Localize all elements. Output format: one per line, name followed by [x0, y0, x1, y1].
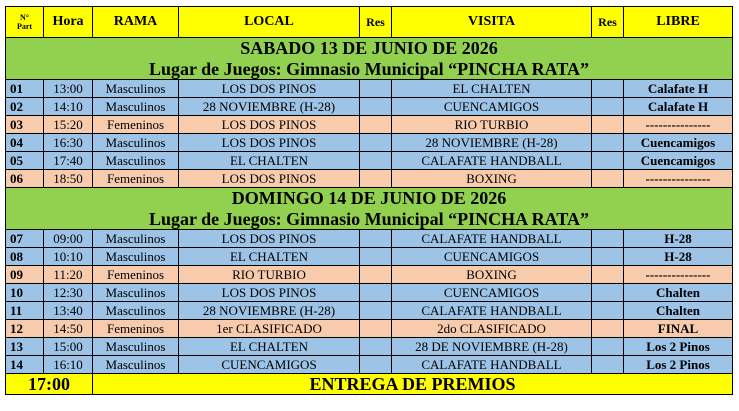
match-number: 06 — [6, 170, 44, 188]
match-time: 13:40 — [44, 302, 93, 320]
match-number: 09 — [6, 266, 44, 284]
match-bye-team: Cuencamigos — [624, 152, 733, 170]
match-number: 01 — [6, 80, 44, 98]
match-row — [6, 266, 733, 284]
match-visitor-result — [592, 80, 624, 98]
match-local-result — [360, 338, 392, 356]
venue-label: Lugar de Juegos: Gimnasio Municipal “PINCHA RATA” — [6, 58, 733, 80]
fixture-sheet — [5, 6, 732, 408]
match-row — [6, 170, 733, 188]
match-branch: Femeninos — [93, 170, 179, 188]
match-local-result — [360, 98, 392, 116]
match-time: 18:50 — [44, 170, 93, 188]
match-branch: Masculinos — [93, 356, 179, 374]
match-visitor-team: 28 DE NOVIEMBRE (H-28) — [392, 338, 592, 356]
match-visitor-result — [592, 98, 624, 116]
match-row — [6, 230, 733, 248]
match-local-team: LOS DOS PINOS — [179, 134, 360, 152]
match-visitor-team: CUENCAMIGOS — [392, 98, 592, 116]
match-local-result — [360, 320, 392, 338]
match-branch: Masculinos — [93, 80, 179, 98]
header-row — [6, 7, 733, 38]
fixture-body — [6, 38, 733, 374]
awards-time: 17:00 — [6, 374, 93, 395]
match-local-result — [360, 302, 392, 320]
match-local-team: EL CHALTEN — [179, 248, 360, 266]
match-row — [6, 116, 733, 134]
match-row — [6, 248, 733, 266]
venue-row — [6, 58, 733, 80]
match-bye-team: --------------- — [624, 266, 733, 284]
match-number: 14 — [6, 356, 44, 374]
match-bye-team: Chalten — [624, 284, 733, 302]
match-visitor-team: CALAFATE HANDBALL — [392, 302, 592, 320]
match-row — [6, 98, 733, 116]
day-title: DOMINGO 14 DE JUNIO DE 2026 — [6, 188, 733, 209]
match-time: 17:40 — [44, 152, 93, 170]
match-local-team: CUENCAMIGOS — [179, 356, 360, 374]
day-title: SABADO 13 DE JUNIO DE 2026 — [6, 38, 733, 59]
match-visitor-result — [592, 134, 624, 152]
day-title-row — [6, 38, 733, 59]
match-visitor-team: CALAFATE HANDBALL — [392, 230, 592, 248]
match-local-team: LOS DOS PINOS — [179, 170, 360, 188]
fixture-table — [5, 6, 733, 395]
match-time: 14:10 — [44, 98, 93, 116]
match-number: 05 — [6, 152, 44, 170]
header-visita: VISITA — [392, 7, 592, 38]
match-time: 09:00 — [44, 230, 93, 248]
match-local-result — [360, 266, 392, 284]
match-number: 08 — [6, 248, 44, 266]
match-branch: Masculinos — [93, 338, 179, 356]
match-local-team: EL CHALTEN — [179, 338, 360, 356]
match-visitor-team: CUENCAMIGOS — [392, 284, 592, 302]
match-local-result — [360, 248, 392, 266]
match-local-team: LOS DOS PINOS — [179, 284, 360, 302]
match-row — [6, 152, 733, 170]
match-visitor-result — [592, 116, 624, 134]
match-number: 10 — [6, 284, 44, 302]
day-title-row — [6, 188, 733, 209]
match-bye-team: Los 2 Pinos — [624, 338, 733, 356]
match-number: 12 — [6, 320, 44, 338]
match-visitor-team: RIO TURBIO — [392, 116, 592, 134]
header-res-visita: Res — [592, 7, 624, 38]
match-branch: Masculinos — [93, 152, 179, 170]
match-local-result — [360, 230, 392, 248]
awards-row — [6, 374, 733, 395]
header-number-top: N° — [20, 13, 29, 22]
match-local-result — [360, 170, 392, 188]
match-row — [6, 338, 733, 356]
match-time: 16:30 — [44, 134, 93, 152]
match-number: 11 — [6, 302, 44, 320]
match-row — [6, 80, 733, 98]
match-row — [6, 134, 733, 152]
match-local-result — [360, 116, 392, 134]
venue-label: Lugar de Juegos: Gimnasio Municipal “PINCHA RATA” — [6, 208, 733, 230]
match-local-team: LOS DOS PINOS — [179, 230, 360, 248]
header-number-bottom: Part — [16, 22, 33, 31]
match-time: 11:20 — [44, 266, 93, 284]
match-branch: Masculinos — [93, 98, 179, 116]
match-bye-team: H-28 — [624, 230, 733, 248]
match-branch: Femeninos — [93, 116, 179, 134]
match-local-team: RIO TURBIO — [179, 266, 360, 284]
match-time: 12:30 — [44, 284, 93, 302]
match-visitor-result — [592, 152, 624, 170]
match-local-team: LOS DOS PINOS — [179, 116, 360, 134]
match-visitor-team: CALAFATE HANDBALL — [392, 356, 592, 374]
match-visitor-team: CALAFATE HANDBALL — [392, 152, 592, 170]
match-visitor-team: EL CHALTEN — [392, 80, 592, 98]
match-visitor-result — [592, 230, 624, 248]
match-local-result — [360, 80, 392, 98]
match-bye-team: --------------- — [624, 116, 733, 134]
match-visitor-result — [592, 266, 624, 284]
match-time: 15:00 — [44, 338, 93, 356]
header-number — [6, 7, 44, 38]
match-visitor-result — [592, 248, 624, 266]
match-bye-team: --------------- — [624, 170, 733, 188]
match-row — [6, 356, 733, 374]
match-visitor-result — [592, 170, 624, 188]
match-time: 16:10 — [44, 356, 93, 374]
match-visitor-result — [592, 338, 624, 356]
match-row — [6, 320, 733, 338]
match-number: 03 — [6, 116, 44, 134]
match-visitor-team: BOXING — [392, 170, 592, 188]
match-time: 15:20 — [44, 116, 93, 134]
header-rama: RAMA — [93, 7, 179, 38]
match-bye-team: Cuencamigos — [624, 134, 733, 152]
match-bye-team: Calafate H — [624, 98, 733, 116]
match-local-team: 28 NOVIEMBRE (H-28) — [179, 302, 360, 320]
awards-text: ENTREGA DE PREMIOS — [93, 374, 733, 395]
match-branch: Femeninos — [93, 320, 179, 338]
match-branch: Femeninos — [93, 266, 179, 284]
match-branch: Masculinos — [93, 134, 179, 152]
header-local: LOCAL — [179, 7, 360, 38]
match-local-team: EL CHALTEN — [179, 152, 360, 170]
match-visitor-team: BOXING — [392, 266, 592, 284]
match-number: 07 — [6, 230, 44, 248]
match-bye-team: FINAL — [624, 320, 733, 338]
match-visitor-result — [592, 356, 624, 374]
match-number: 13 — [6, 338, 44, 356]
match-visitor-team: CUENCAMIGOS — [392, 248, 592, 266]
match-branch: Masculinos — [93, 284, 179, 302]
match-local-result — [360, 356, 392, 374]
match-visitor-team: 2do CLASIFICADO — [392, 320, 592, 338]
match-time: 13:00 — [44, 80, 93, 98]
match-time: 14:50 — [44, 320, 93, 338]
match-visitor-result — [592, 302, 624, 320]
match-local-result — [360, 134, 392, 152]
header-res-local: Res — [360, 7, 392, 38]
match-visitor-result — [592, 284, 624, 302]
header-hora: Hora — [44, 7, 93, 38]
match-branch: Masculinos — [93, 302, 179, 320]
match-bye-team: Los 2 Pinos — [624, 356, 733, 374]
match-row — [6, 302, 733, 320]
match-branch: Masculinos — [93, 230, 179, 248]
match-local-result — [360, 152, 392, 170]
match-local-result — [360, 284, 392, 302]
venue-row — [6, 208, 733, 230]
match-local-team: LOS DOS PINOS — [179, 80, 360, 98]
match-branch: Masculinos — [93, 248, 179, 266]
match-time: 10:10 — [44, 248, 93, 266]
match-local-team: 28 NOVIEMBRE (H-28) — [179, 98, 360, 116]
header-libre: LIBRE — [624, 7, 733, 38]
match-visitor-team: 28 NOVIEMBRE (H-28) — [392, 134, 592, 152]
match-number: 04 — [6, 134, 44, 152]
match-bye-team: Chalten — [624, 302, 733, 320]
match-bye-team: H-28 — [624, 248, 733, 266]
match-number: 02 — [6, 98, 44, 116]
match-row — [6, 284, 733, 302]
match-visitor-result — [592, 320, 624, 338]
match-bye-team: Calafate H — [624, 80, 733, 98]
match-local-team: 1er CLASIFICADO — [179, 320, 360, 338]
